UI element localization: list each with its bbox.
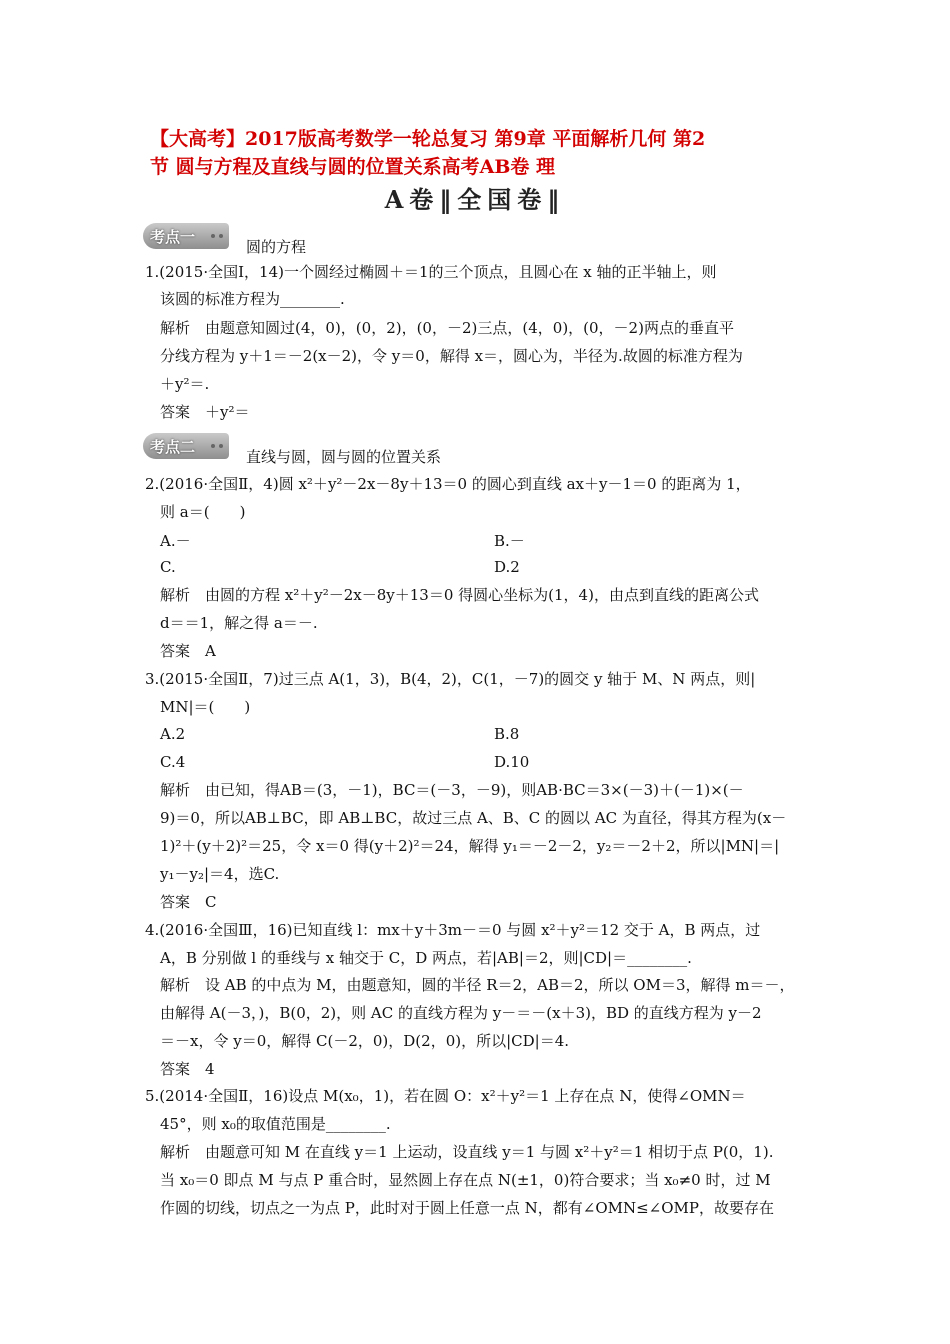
analysis-4-line-3: ＝－x，令 y＝0，解得 C(－2，0)，D(2，0)，所以|CD|＝4. [160, 1032, 570, 1050]
analysis-5-line-1: 解析 由题意可知 M 在直线 y＝1 上运动，设直线 y＝1 与圆 x²＋y²＝1 相切于点 P(0，1). [160, 1143, 774, 1161]
analysis-4-line-2: 由解得 A(－3，)，B(0，2)，则 AC 的直线方程为 y－＝－(x＋3)，BD 的直线方程为 y－2 [160, 1004, 762, 1022]
q3-option-a: A.2 [160, 725, 186, 743]
q2-option-c: C. [160, 558, 176, 576]
answer-2: 答案 A [160, 642, 216, 660]
analysis-2-line-1: 解析 由圆的方程 x²＋y²－2x－8y＋13＝0 得圆心坐标为(1，4)，由点到直线的距离公式 [160, 586, 759, 604]
analysis-3-line-2: 9)＝0，所以AB⊥BC，即 AB⊥BC，故过三点 A、B、C 的圆以 AC 为直径，得其方程为(x－ [160, 809, 787, 827]
answer-1: 答案 ＋y²＝ [160, 403, 250, 421]
title-line-1: 【大高考】2017版高考数学一轮总复习 第9章 平面解析几何 第2 [150, 128, 706, 150]
analysis-1-line-1: 解析 由题意知圆过(4，0)，(0，2)，(0，－2)三点，(4，0)，(0，－2)两点的垂直平 [160, 319, 734, 337]
analysis-3-line-4: y₁－y₂|＝4，选C. [160, 865, 280, 883]
q3-option-d: D.10 [494, 753, 530, 771]
q3-option-b: B.8 [494, 725, 520, 743]
question-3-line-1: 3.(2015·全国Ⅱ，7)过三点 A(1，3)，B(4，2)，C(1，－7)的圆交 y 轴于 M、N 两点，则| [145, 670, 756, 688]
analysis-3-line-1: 解析 由已知，得AB＝(3，－1)，BC＝(－3，－9)，则AB·BC＝3×(－3)＋(－1)×(－ [160, 781, 744, 799]
badge-dot-icon [211, 444, 215, 448]
question-1-line-1: 1.(2015·全国Ⅰ，14)一个圆经过椭圆＋＝1的三个顶点，且圆心在 x 轴的正半轴上，则 [145, 263, 717, 281]
section-badge-1 [143, 223, 229, 249]
badge-label: 考点一 [150, 228, 196, 246]
title-line-2: 节 圆与方程及直线与圆的位置关系高考AB卷 理 [150, 156, 556, 178]
analysis-5-line-2: 当 x₀＝0 即点 M 与点 P 重合时，显然圆上存在点 N(±1，0)符合要求；当 x₀≠0 时，过 M [160, 1171, 771, 1189]
analysis-1-line-2: 分线方程为 y＋1＝－2(x－2)，令 y＝0，解得 x＝，圆心为，半径为.故圆的标准方程为 [160, 347, 743, 365]
analysis-4-line-1: 解析 设 AB 的中点为 M，由题意知，圆的半径 R＝2，AB＝2，所以 OM＝3，解得 m＝－， [160, 976, 795, 994]
section-badge-2 [143, 433, 229, 459]
analysis-1-line-3: ＋y²＝. [160, 375, 210, 393]
question-2-line-1: 2.(2016·全国Ⅱ，4)圆 x²＋y²－2x－8y＋13＝0 的圆心到直线 ax＋y－1＝0 的距离为 1， [145, 475, 751, 493]
paper-subtitle: A卷‖全国卷‖ [384, 185, 566, 214]
answer-3: 答案 C [160, 893, 217, 911]
section-title-1: 圆的方程 [246, 238, 307, 256]
badge-dot-icon [211, 234, 215, 238]
section-title-2: 直线与圆，圆与圆的位置关系 [246, 448, 442, 466]
answer-4: 答案 4 [160, 1060, 215, 1078]
q2-option-d: D.2 [494, 558, 520, 576]
analysis-2-line-2: d＝＝1，解之得 a＝－. [160, 614, 318, 632]
q3-option-c: C.4 [160, 753, 186, 771]
question-5-line-2: 45°，则 x₀的取值范围是________. [160, 1115, 391, 1133]
question-5-line-1: 5.(2014·全国Ⅱ，16)设点 M(x₀，1)，若在圆 O：x²＋y²＝1 上存在点 N，使得∠OMN＝ [145, 1087, 746, 1105]
q2-option-b: B.－ [494, 532, 525, 550]
analysis-5-line-3: 作圆的切线，切点之一为点 P，此时对于圆上任意一点 N，都有∠OMN≤∠OMP，故要存在 [160, 1199, 774, 1217]
badge-dot-icon [219, 444, 223, 448]
analysis-3-line-3: 1)²＋(y＋2)²＝25，令 x＝0 得(y＋2)²＝24，解得 y₁＝－2－2，y₂＝－2＋2，所以|MN|＝| [160, 837, 780, 855]
question-4-line-1: 4.(2016·全国Ⅲ，16)已知直线 l：mx＋y＋3m－＝0 与圆 x²＋y²＝12 交于 A，B 两点，过 [145, 921, 761, 939]
question-1-line-2: 该圆的标准方程为________. [160, 290, 345, 308]
q2-option-a: A.－ [160, 532, 191, 550]
question-2-line-2: 则 a＝( ) [160, 503, 246, 521]
badge-label: 考点二 [150, 438, 196, 456]
question-3-line-2: MN|＝( ) [160, 698, 251, 716]
question-4-line-2: A，B 分别做 l 的垂线与 x 轴交于 C，D 两点，若|AB|＝2，则|CD|＝________. [160, 949, 692, 967]
badge-dot-icon [219, 234, 223, 238]
document-title [150, 125, 810, 181]
